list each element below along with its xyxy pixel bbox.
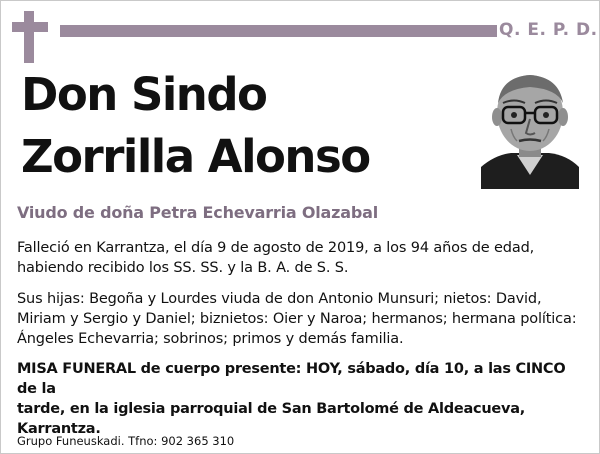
cross-icon [24, 11, 34, 63]
text-line: MISA FUNERAL de cuerpo presente: HOY, sábado, día 10, a las CINCO de la [17, 361, 566, 397]
portrait-photo [481, 63, 579, 189]
death-notice-paragraph [17, 238, 587, 278]
family-paragraph [17, 289, 587, 349]
cross-icon-bar [12, 22, 48, 32]
text-line: tarde, en la iglesia parroquial de San Bartolomé de Aldeacueva, Karrantza. [17, 401, 525, 437]
funeral-mass-paragraph [17, 359, 587, 439]
qepd-label: Q. E. P. D. [499, 20, 598, 40]
text-line: Ángeles Echevarria; sobrinos; primos y demás familia. [17, 331, 404, 347]
widower-subtitle: Viudo de doña Petra Echevarria Olazabal [17, 203, 378, 222]
deceased-name-line2: Zorrilla Alonso [21, 130, 370, 183]
text-line: habiendo recibido los SS. SS. y la B. A. de S. S. [17, 260, 349, 276]
funeral-home-footer: Grupo Funeuskadi. Tfno: 902 365 310 [17, 434, 235, 448]
deceased-name-line1: Don Sindo [21, 68, 267, 121]
text-line: Sus hijas: Begoña y Lourdes viuda de don Antonio Munsuri; nietos: David, [17, 291, 542, 307]
text-line: Falleció en Karrantza, el día 9 de agosto de 2019, a los 94 años de edad, [17, 240, 535, 256]
header-rule [60, 25, 497, 37]
text-line: Miriam y Sergio y Daniel; biznietos: Oier y Naroa; hermanos; hermana política: [17, 311, 577, 327]
